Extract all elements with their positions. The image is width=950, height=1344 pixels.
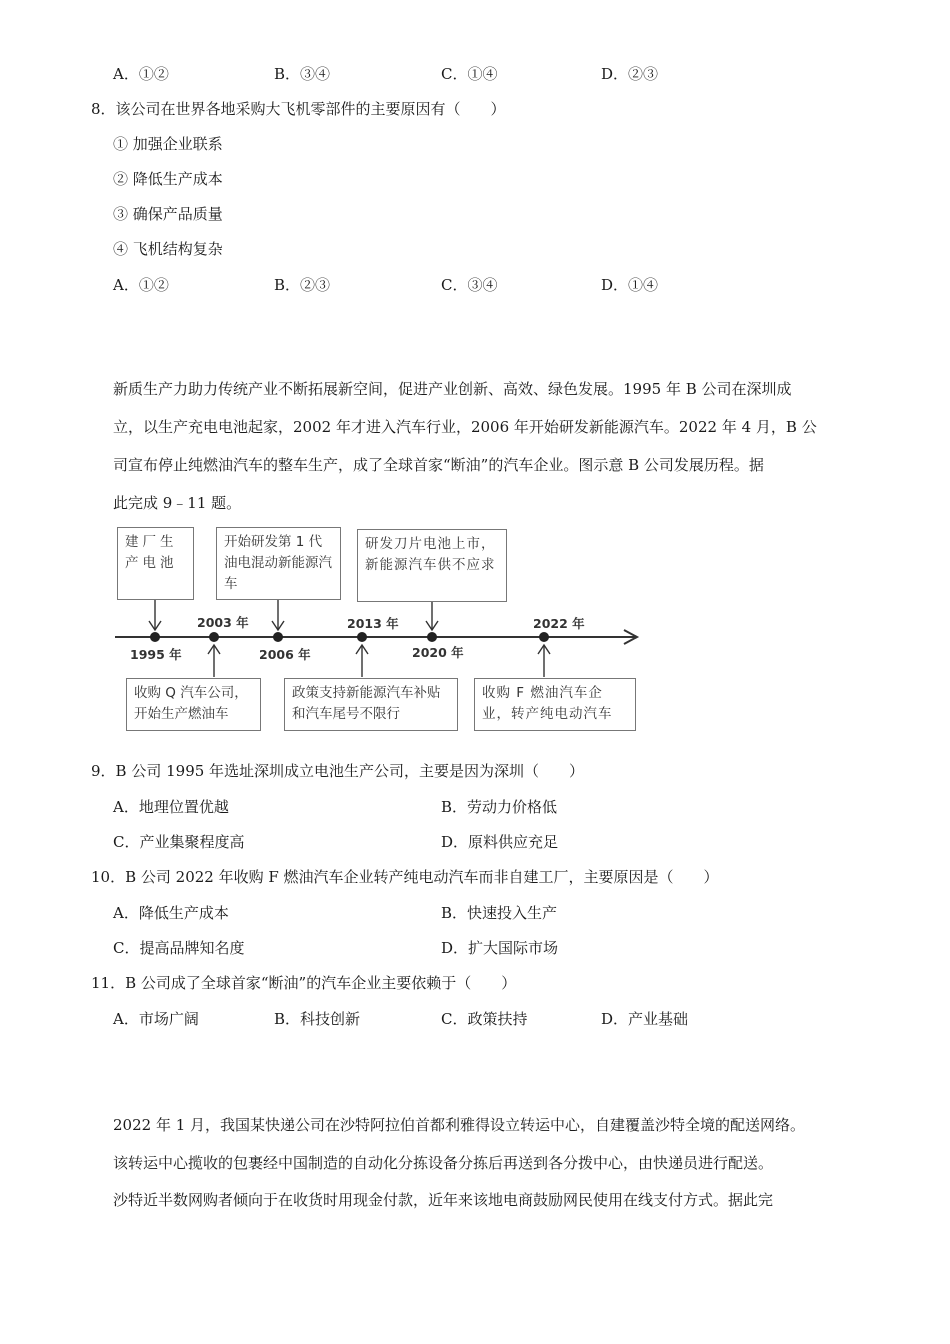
q10-option-b[interactable]: B．快速投入生产	[441, 904, 558, 922]
q10-option-a[interactable]: A．降低生产成本	[113, 904, 229, 922]
q11-option-a[interactable]: A．市场广阔	[113, 1010, 199, 1028]
q7-option-d[interactable]: D．②③	[601, 65, 659, 83]
q8-statement-3: ③ 确保产品质量	[113, 205, 223, 223]
q9-option-d[interactable]: D．原料供应充足	[441, 833, 559, 851]
timeline-year-2003: 2003 年	[197, 615, 249, 630]
timeline-dot-2006	[273, 632, 283, 642]
q7-option-b[interactable]: B．③④	[274, 65, 331, 83]
q7-option-c[interactable]: C．①④	[441, 65, 498, 83]
timeline-dot-2003	[209, 632, 219, 642]
passage-1-line-4: 此完成 9﹣11 题。	[113, 494, 242, 512]
q7-option-a[interactable]: A．①②	[113, 65, 169, 83]
passage-1-line-1: 新质生产力助力传统产业不断拓展新空间，促进产业创新、高效、绿色发展。1995 年 B 公司在深圳成	[113, 380, 792, 398]
timeline-box-policy-support: 政策支持新能源汽车补贴和汽车尾号不限行	[284, 678, 458, 731]
timeline-arrowhead	[624, 630, 637, 644]
q9-stem: 9．B 公司 1995 年选址深圳成立电池生产公司，主要是因为深圳（ ）	[91, 762, 585, 780]
q11-option-b[interactable]: B．科技创新	[274, 1010, 361, 1028]
timeline-year-1995: 1995 年	[130, 647, 182, 662]
q11-stem: 11．B 公司成了全球首家“断油”的汽车企业主要依赖于（ ）	[91, 974, 517, 992]
q8-stem: 8．该公司在世界各地采购大飞机零部件的主要原因有（ ）	[91, 100, 506, 118]
q8-option-b[interactable]: B．②③	[274, 276, 331, 294]
timeline-box-acquire-f: 收购 F 燃油汽车企业，转产纯电动汽车	[474, 678, 636, 731]
q11-option-d[interactable]: D．产业基础	[601, 1010, 689, 1028]
q10-option-d[interactable]: D．扩大国际市场	[441, 939, 559, 957]
q9-option-a[interactable]: A．地理位置优越	[113, 798, 229, 816]
q8-statement-2: ② 降低生产成本	[113, 170, 223, 188]
timeline-box-blade-battery: 研发刀片电池上市，新能源汽车供不应求	[357, 529, 507, 602]
q10-option-c[interactable]: C．提高品牌知名度	[113, 939, 245, 957]
passage-1-line-2: 立，以生产充电电池起家，2002 年才进入汽车行业，2006 年开始研发新能源汽车。2022 年 4 月，B 公	[113, 418, 817, 436]
timeline-year-2006: 2006 年	[259, 647, 311, 662]
passage-2-line-3: 沙特近半数网购者倾向于在收货时用现金付款，近年来该地电商鼓励网民使用在线支付方式。据此完	[113, 1191, 774, 1209]
timeline-box-acquire-q: 收购 Q 汽车公司，开始生产燃油车	[126, 678, 261, 731]
q8-statement-4: ④ 飞机结构复杂	[113, 240, 223, 258]
q10-stem: 10．B 公司 2022 年收购 F 燃油汽车企业转产纯电动汽车而非自建工厂，主要原因是（ ）	[91, 868, 719, 886]
timeline-year-2020: 2020 年	[412, 645, 464, 660]
passage-2-line-2: 该转运中心揽收的包裹经中国制造的自动化分拣设备分拣后再送到各分拨中心，由快递员进行配送。	[113, 1154, 774, 1172]
q11-option-c[interactable]: C．政策扶持	[441, 1010, 528, 1028]
timeline-box-build-factory: 建厂生产电池	[117, 527, 194, 600]
timeline-box-start-hybrid-rd: 开始研发第 1 代油电混动新能源汽车	[216, 527, 341, 600]
q8-statement-1: ① 加强企业联系	[113, 135, 223, 153]
timeline-dot-2022	[539, 632, 549, 642]
q8-option-a[interactable]: A．①②	[113, 276, 169, 294]
q9-option-c[interactable]: C．产业集聚程度高	[113, 833, 245, 851]
q9-option-b[interactable]: B．劳动力价格低	[441, 798, 558, 816]
q8-option-d[interactable]: D．①④	[601, 276, 659, 294]
timeline-year-2013: 2013 年	[347, 616, 399, 631]
timeline-dot-1995	[150, 632, 160, 642]
timeline-dot-2013	[357, 632, 367, 642]
timeline-year-2022: 2022 年	[533, 616, 585, 631]
timeline-dot-2020	[427, 632, 437, 642]
q8-option-c[interactable]: C．③④	[441, 276, 498, 294]
passage-2-line-1: 2022 年 1 月，我国某快递公司在沙特阿拉伯首都利雅得设立转运中心，自建覆盖沙特全境的配送网络。	[113, 1116, 806, 1134]
passage-1-line-3: 司宣布停止纯燃油汽车的整车生产，成了全球首家“断油”的汽车企业。图示意 B 公司发展历程。据	[113, 456, 764, 474]
